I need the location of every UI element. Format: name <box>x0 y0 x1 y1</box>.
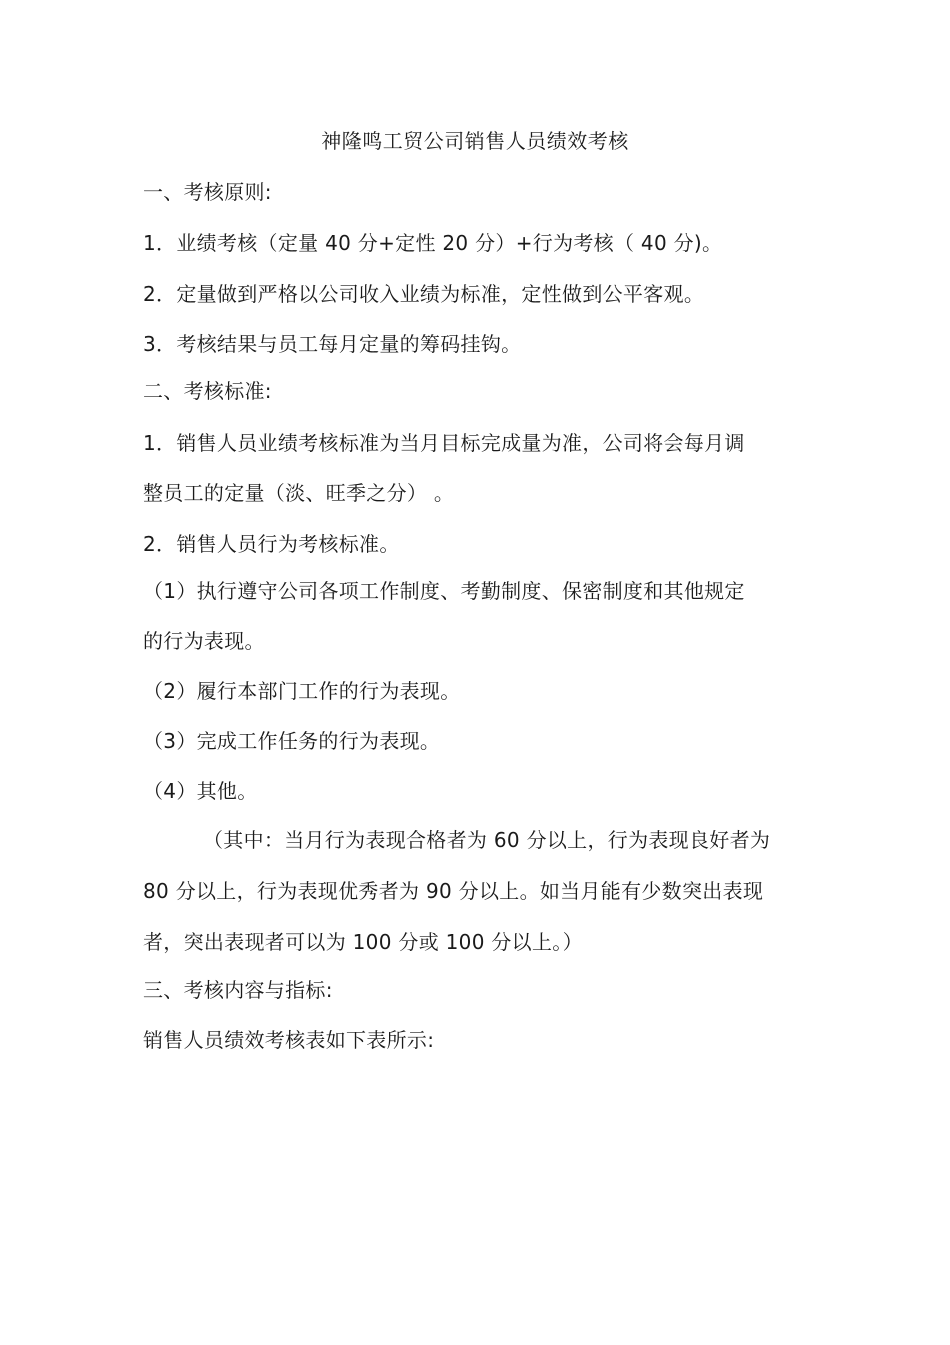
behavior-item-2: （2）履行本部门工作的行为表现。 <box>143 679 461 703</box>
principle-item-1: 1．业绩考核（定量 40 分+定性 20 分）+行为考核（ 40 分)。 <box>143 231 723 255</box>
score-note-line-3: 者，突出表现者可以为 100 分或 100 分以上。） <box>143 930 583 954</box>
section-heading-principles: 一、考核原则: <box>143 180 272 204</box>
behavior-item-1-line-2: 的行为表现。 <box>143 629 265 653</box>
score-note-line-2: 80 分以上，行为表现优秀者为 90 分以上。如当月能有少数突出表现 <box>143 879 764 903</box>
standard-item-1-line-2: 整员工的定量（淡、旺季之分） 。 <box>143 481 455 505</box>
principle-item-3: 3．考核结果与员工每月定量的筹码挂钩。 <box>143 332 522 356</box>
principle-item-2: 2．定量做到严格以公司收入业绩为标准，定性做到公平客观。 <box>143 282 705 306</box>
standard-item-1-line-1: 1．销售人员业绩考核标准为当月目标完成量为准，公司将会每月调 <box>143 431 745 455</box>
table-intro-text: 销售人员绩效考核表如下表所示: <box>143 1028 435 1052</box>
score-note-line-1: （其中：当月行为表现合格者为 60 分以上，行为表现良好者为 <box>203 828 771 852</box>
standard-item-2: 2．销售人员行为考核标准。 <box>143 532 400 556</box>
section-heading-standards: 二、考核标准: <box>143 379 272 403</box>
document-title: 神隆鸣工贸公司销售人员绩效考核 <box>321 129 629 153</box>
behavior-item-4: （4）其他。 <box>143 779 258 803</box>
section-heading-content: 三、考核内容与指标: <box>143 978 333 1002</box>
behavior-item-1-line-1: （1）执行遵守公司各项工作制度、考勤制度、保密制度和其他规定 <box>143 579 745 603</box>
behavior-item-3: （3）完成工作任务的行为表现。 <box>143 729 441 753</box>
